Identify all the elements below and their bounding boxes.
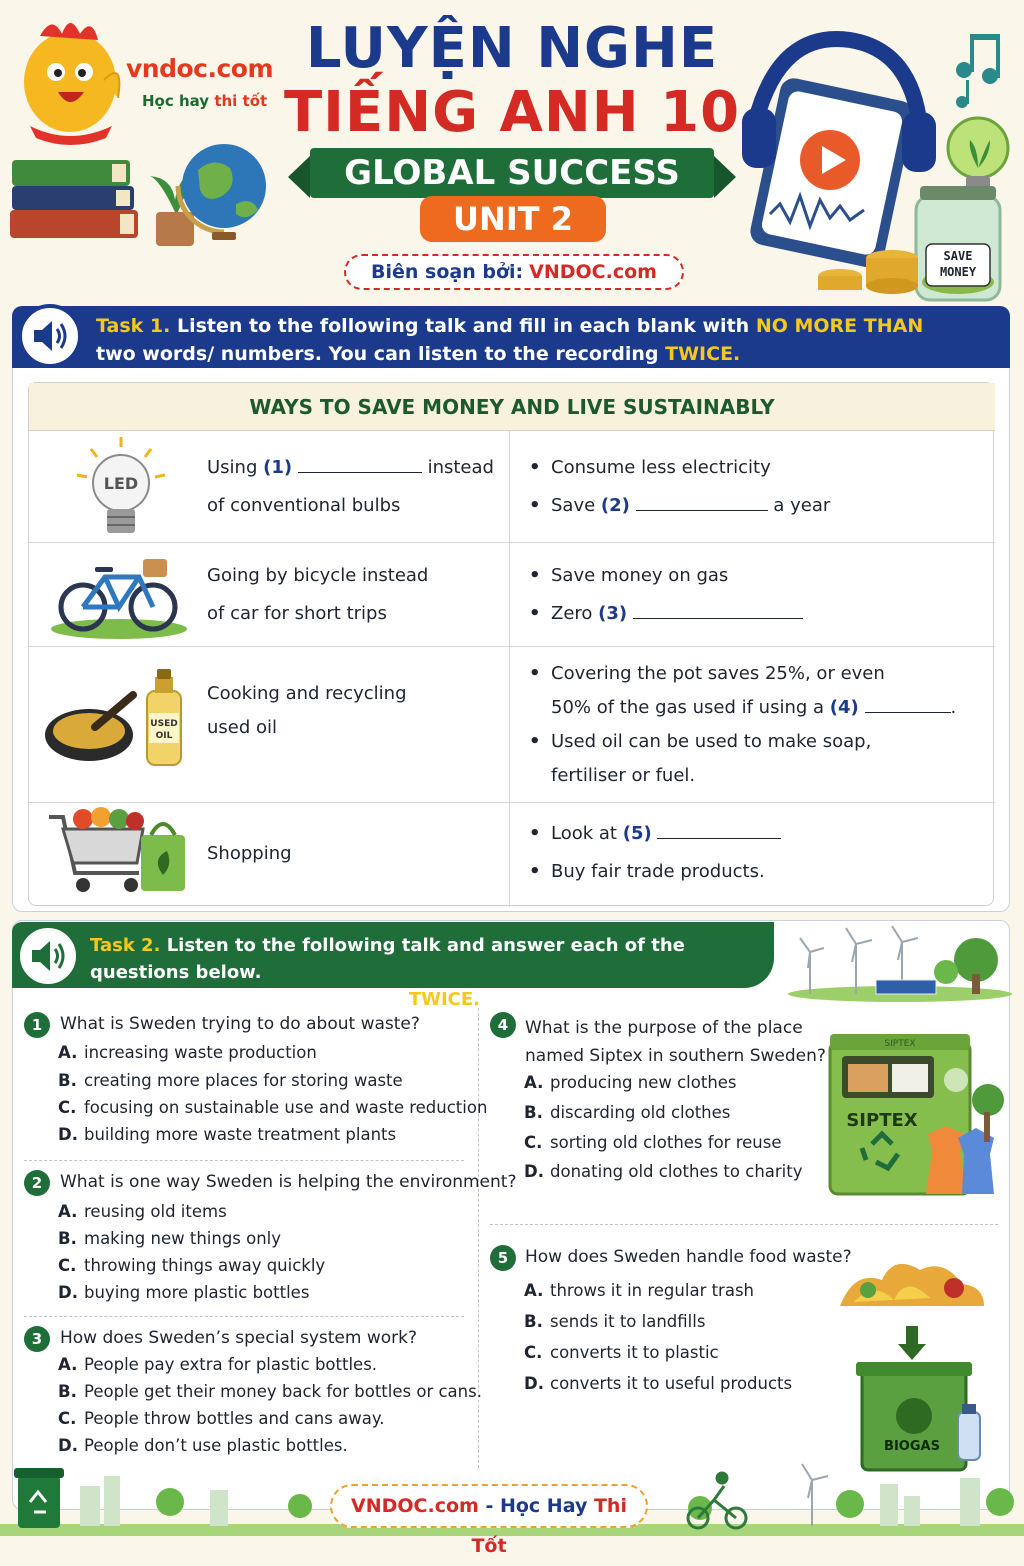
blank-5[interactable] bbox=[657, 821, 781, 839]
option-d[interactable]: D. buying more plastic bottles bbox=[58, 1283, 310, 1302]
biogas-bin-icon bbox=[834, 1240, 994, 1476]
money-jar-icon bbox=[916, 186, 1000, 300]
wind-turbines-scene-icon bbox=[780, 924, 1010, 1000]
question-separator bbox=[24, 1316, 464, 1317]
question-number: 5 bbox=[490, 1245, 516, 1271]
task2-label: Task 2. bbox=[90, 935, 161, 956]
option-b[interactable]: B. People get their money back for bottles or cans. bbox=[58, 1382, 482, 1401]
question-text: How does Sweden handle food waste? bbox=[525, 1247, 852, 1267]
option-b[interactable]: B. making new things only bbox=[58, 1229, 282, 1248]
speaker-icon[interactable] bbox=[16, 924, 80, 988]
footer-brand-pill[interactable]: VNDOC.com - Học Hay Thi Tốt bbox=[330, 1484, 648, 1528]
option-a[interactable]: A. People pay extra for plastic bottles. bbox=[58, 1355, 378, 1374]
used-oil-label-1: USED bbox=[150, 719, 178, 729]
way-description: Cooking and recycling used oil bbox=[207, 683, 407, 738]
option-a[interactable]: A. producing new clothes bbox=[524, 1073, 737, 1092]
question-number: 1 bbox=[24, 1012, 50, 1038]
siptex-top-text: SIPTEX bbox=[884, 1039, 916, 1049]
option-d[interactable]: D. converts it to useful products bbox=[524, 1374, 793, 1393]
global-success-ribbon: GLOBAL SUCCESS bbox=[310, 148, 714, 198]
footer-brand: VNDOC.com bbox=[351, 1495, 479, 1517]
benefit-item: • Used oil can be used to make soap, fertiliser or fuel. bbox=[529, 725, 979, 793]
jar-label: SAVE MONEY bbox=[939, 249, 977, 279]
question-number: 4 bbox=[490, 1012, 516, 1038]
logo-slogan-b: thi tốt bbox=[214, 92, 268, 110]
title-line-2: TIẾNG ANH 10 bbox=[283, 80, 741, 145]
header bbox=[0, 0, 1024, 300]
table-row bbox=[29, 431, 995, 543]
table-row bbox=[29, 543, 995, 647]
led-bulb-icon bbox=[43, 431, 193, 543]
task1-instruction: Task 1. Listen to the following talk and fill in each blank with NO MORE THAN two words/ numbers. You can listen to the recording TWICE. bbox=[96, 315, 924, 365]
question-separator bbox=[490, 1224, 998, 1225]
question-text: What is one way Sweden is helping the environment? bbox=[60, 1172, 517, 1192]
option-a[interactable]: A. throws it in regular trash bbox=[524, 1281, 755, 1300]
way-benefits bbox=[529, 557, 979, 633]
logo-text: vndoc.com bbox=[126, 54, 274, 83]
benefit-item: • Buy fair trade products. bbox=[529, 853, 979, 891]
question-text: What is the purpose of the place named Siptex in southern Sweden? bbox=[525, 1018, 826, 1066]
led-label: LED bbox=[103, 474, 139, 493]
table-row bbox=[29, 647, 995, 803]
way-description: Going by bicycle instead of car for short trips bbox=[207, 565, 429, 624]
books-stack-icon bbox=[10, 160, 138, 238]
option-a[interactable]: A. reusing old items bbox=[58, 1202, 227, 1221]
option-d[interactable]: D. building more waste treatment plants bbox=[58, 1125, 397, 1144]
biogas-label: BIOGAS bbox=[884, 1439, 940, 1454]
benefit-item: • Save (2) a year bbox=[529, 487, 979, 525]
table-row bbox=[29, 803, 995, 907]
compiled-brand: VNDOC.com bbox=[529, 261, 657, 283]
option-b[interactable]: B. discarding old clothes bbox=[524, 1103, 731, 1122]
shopping-cart-icon bbox=[43, 803, 193, 907]
option-d[interactable]: D. donating old clothes to charity bbox=[524, 1162, 803, 1181]
question-number: 3 bbox=[24, 1326, 50, 1352]
option-b[interactable]: B. sends it to landfills bbox=[524, 1312, 706, 1331]
speaker-icon[interactable] bbox=[18, 304, 82, 368]
way-benefits bbox=[529, 449, 979, 525]
question-text: What is Sweden trying to do about waste? bbox=[60, 1014, 420, 1034]
table-title: WAYS TO SAVE MONEY AND LIVE SUSTAINABLY bbox=[29, 383, 995, 431]
benefit-item: • Look at (5) bbox=[529, 815, 979, 853]
bicycle-icon bbox=[43, 543, 193, 647]
compiled-by-badge bbox=[344, 254, 684, 290]
blank-2[interactable] bbox=[636, 493, 768, 511]
benefit-item: • Consume less electricity bbox=[529, 449, 979, 487]
benefit-item: • Save money on gas bbox=[529, 557, 979, 595]
unit-badge: UNIT 2 bbox=[420, 196, 606, 242]
used-oil-label-2: OIL bbox=[155, 731, 173, 741]
frying-pan-oil-icon bbox=[43, 647, 193, 803]
title-line-1: LUYỆN NGHE bbox=[305, 16, 719, 81]
siptex-bin-icon bbox=[816, 1030, 1006, 1200]
ways-to-save-table bbox=[28, 382, 994, 906]
recycle-bin-icon bbox=[14, 1468, 64, 1528]
blank-1[interactable] bbox=[298, 455, 422, 473]
compiled-label: Biên soạn bởi: bbox=[371, 261, 524, 283]
blank-3[interactable] bbox=[633, 601, 803, 619]
logo-slogan-a: Học hay bbox=[142, 92, 210, 110]
option-b[interactable]: B. creating more places for storing waste bbox=[58, 1071, 403, 1090]
benefit-item: • Covering the pot saves 25%, or even 50% of the gas used if using a (4) . bbox=[529, 657, 979, 725]
option-c[interactable]: C. throwing things away quickly bbox=[58, 1256, 326, 1275]
question-separator bbox=[24, 1160, 464, 1161]
siptex-label: SIPTEX bbox=[846, 1110, 918, 1131]
option-a[interactable]: A. increasing waste production bbox=[58, 1043, 317, 1062]
option-c[interactable]: C. converts it to plastic bbox=[524, 1343, 719, 1362]
option-c[interactable]: C. sorting old clothes for reuse bbox=[524, 1133, 782, 1152]
option-c[interactable]: C. focusing on sustainable use and waste reduction bbox=[58, 1098, 488, 1117]
blank-4[interactable] bbox=[865, 695, 951, 713]
question-number: 2 bbox=[24, 1170, 50, 1196]
way-benefits bbox=[529, 815, 979, 891]
way-description: Using (1) instead of conventional bulbs bbox=[207, 457, 494, 516]
task2-instruction: Task 2. Listen to the following talk and answer each of the questions below. You can listen to the recording TWICE. bbox=[90, 935, 685, 1010]
way-description: Shopping bbox=[207, 843, 292, 864]
task1-label: Task 1. bbox=[96, 315, 171, 337]
benefit-item: • Zero (3) bbox=[529, 595, 979, 633]
way-benefits bbox=[529, 657, 979, 793]
option-c[interactable]: C. People throw bottles and cans away. bbox=[58, 1409, 385, 1428]
question-text: How does Sweden’s special system work? bbox=[60, 1328, 417, 1348]
option-d[interactable]: D. People don’t use plastic bottles. bbox=[58, 1436, 348, 1455]
